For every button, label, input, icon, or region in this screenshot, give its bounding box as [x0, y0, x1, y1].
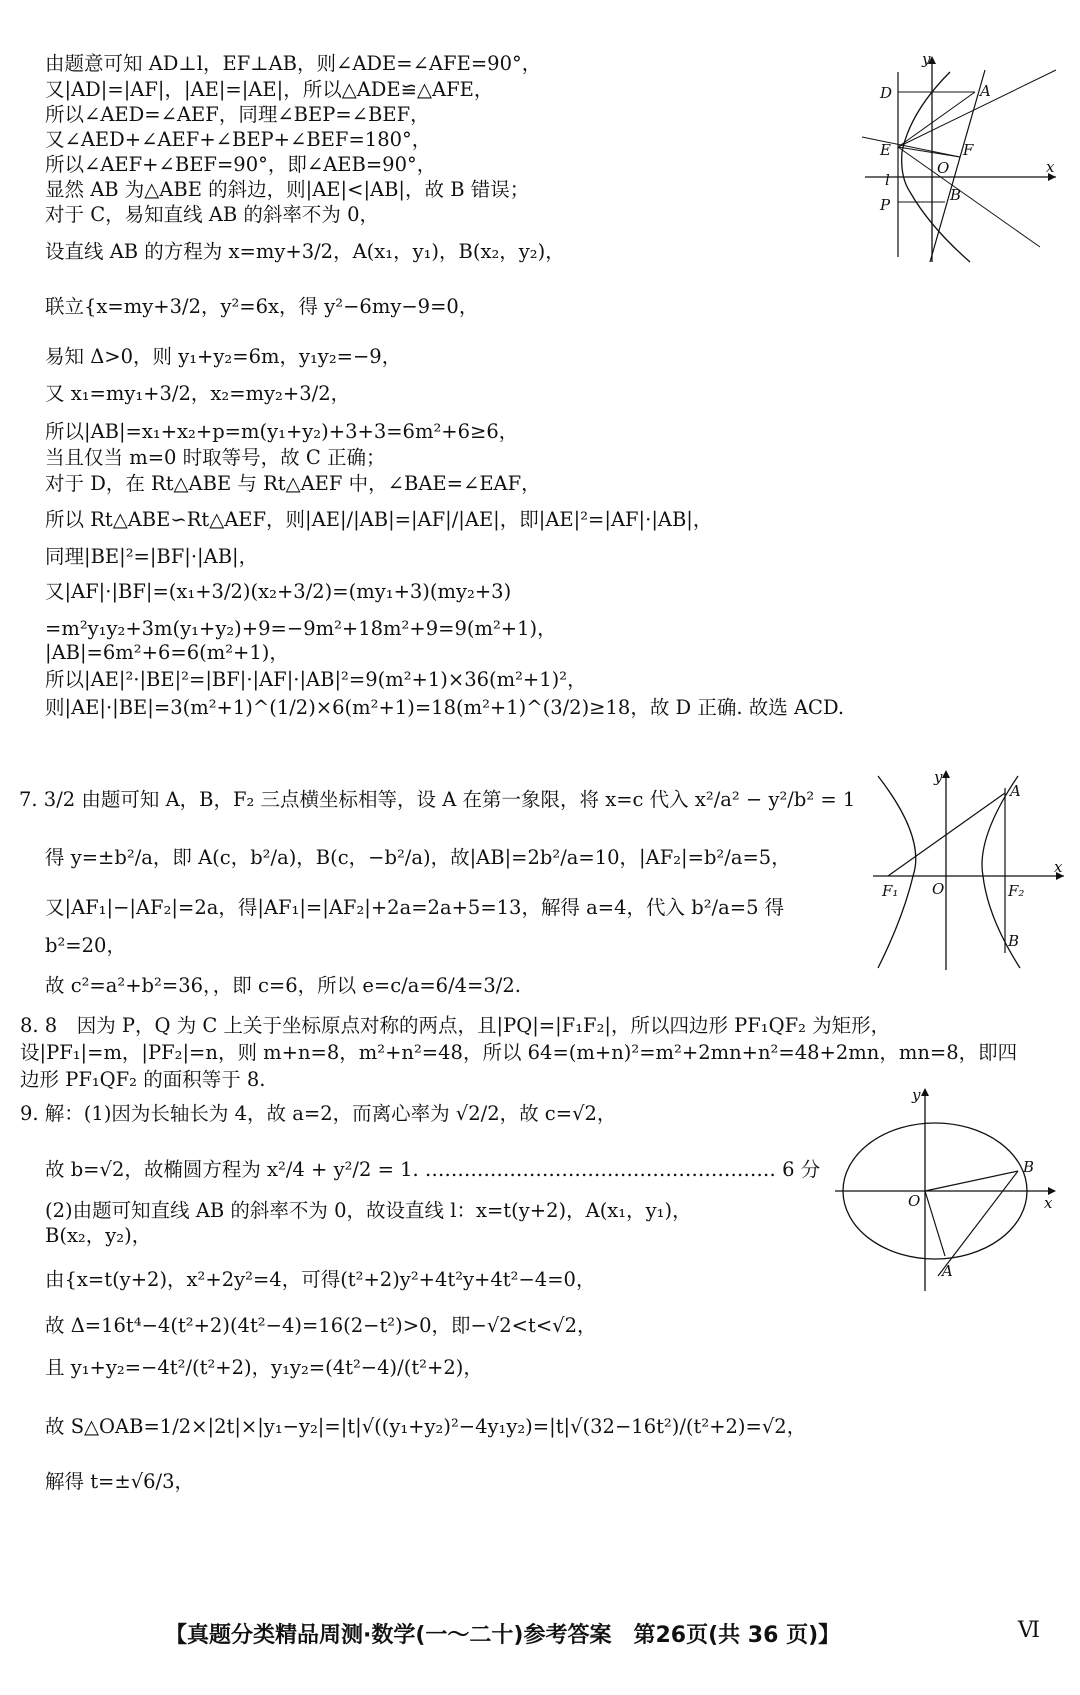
fig1-label-l: l	[885, 171, 890, 189]
solution-line: 又∠AED+∠AEF+∠BEP+∠BEF=180°，	[45, 128, 432, 151]
figure-hyperbola-svg	[868, 768, 1068, 973]
solution-line: 又 x₁=my₁+3/2，x₂=my₂+3/2，	[45, 382, 351, 405]
solution-line: 联立{x=my+3/2，y²=6x，得 y²−6my−9=0，	[45, 295, 479, 318]
solution-line: 对于 C，易知直线 AB 的斜率不为 0，	[45, 203, 380, 226]
q9-line-2: 故 b=√2，故椭圆方程为 x²/4 + y²/2 = 1. ……………………………………………… 6 分	[45, 1158, 821, 1181]
q9-line-1: 9. 解：(1)因为长轴长为 4，故 a=2，而离心率为 √2/2，故 c=√2，	[20, 1102, 617, 1125]
fig2-label-y: y	[934, 768, 943, 786]
fig3-label-x: x	[1044, 1194, 1053, 1212]
q9-line-3: (2)由题可知直线 AB 的斜率不为 0，故设直线 l：x=t(y+2)，A(x₁，y₁)，	[45, 1199, 692, 1222]
fig1-label-x: x	[1046, 158, 1055, 176]
q9-line-4: B(x₂，y₂)，	[45, 1224, 152, 1247]
q9-line-8: 故 S△OAB=1/2×|2t|×|y₁−y₂|=|t|√((y₁+y₂)²−4y₁y₂)=|t|√(32−16t²)/(t²+2)=√2，	[45, 1415, 807, 1438]
fig1-label-f: F	[963, 141, 974, 159]
solution-line: 所以|AB|=x₁+x₂+p=m(y₁+y₂)+3+3=6m²+6≥6，	[45, 420, 519, 443]
solution-line: 所以∠AED=∠AEF，同理∠BEP=∠BEF，	[45, 103, 430, 126]
footer-roman-numeral: Ⅵ	[1017, 1618, 1040, 1643]
q9-line-7: 且 y₁+y₂=−4t²/(t²+2)，y₁y₂=(4t²−4)/(t²+2)，	[45, 1356, 483, 1379]
solution-line: =m²y₁y₂+3m(y₁+y₂)+9=−9m²+18m²+9=9(m²+1)，	[45, 617, 557, 640]
fig2-label-a: A	[1010, 782, 1021, 800]
fig2-label-f2: F₂	[1008, 882, 1025, 900]
fig3-label-y: y	[912, 1086, 921, 1104]
figure-parabola-svg	[860, 52, 1060, 267]
fig1-label-a: A	[980, 82, 991, 100]
solution-line: 又|AF|·|BF|=(x₁+3/2)(x₂+3/2)=(my₁+3)(my₂+3)	[45, 580, 512, 603]
solution-line: 又|AD|=|AF|，|AE|=|AE|，所以△ADE≌△AFE，	[45, 78, 494, 101]
q7-line-1	[19, 788, 856, 812]
fig3-label-a: A	[942, 1262, 953, 1280]
figure-parabola	[860, 52, 1060, 271]
solution-line: 同理|BE|²=|BF|·|AB|，	[45, 545, 259, 568]
page-footer	[0, 1612, 1080, 1652]
solution-line: 所以|AE|²·|BE|²=|BF|·|AF|·|AB|²=9(m²+1)×36(m²+1)²，	[45, 668, 587, 691]
fig1-label-y: y	[922, 52, 931, 68]
solution-line: 易知 Δ>0，则 y₁+y₂=6m，y₁y₂=−9，	[45, 345, 402, 368]
solution-line: 则|AE|·|BE|=3(m²+1)^(1/2)×6(m²+1)=18(m²+1)^(3/2)≥18，故 D 正确. 故选 ACD.	[45, 696, 845, 719]
q9-line-6: 故 Δ=16t⁴−4(t²+2)(4t²−4)=16(2−t²)>0，即−√2<t<√2，	[45, 1314, 597, 1337]
q8-paragraph: 8. 8 因为 P，Q 为 C 上关于坐标原点对称的两点，且|PQ|=|F₁F₂|，所以四边形 PF₁QF₂ 为矩形，设|PF₁|=m，|PF₂|=n，则 m+n=8，m²+n²=48，所以 64=(m+n)²=m²+2mn+n²=48+2mn，mn=8，即四边形 PF₁QF₂ 的面积等于 8.	[20, 1014, 1018, 1091]
solution-line: 所以∠AEF+∠BEF=90°，即∠AEB=90°，	[45, 153, 437, 176]
q7-line-4: b²=20，	[45, 934, 126, 957]
solution-line: 显然 AB 为△ABE 的斜边，则|AE|<|AB|，故 B 错误；	[45, 178, 530, 201]
q7-line-3: 又|AF₁|−|AF₂|=2a，得|AF₁|=|AF₂|+2a=2a+5=13，解得 a=4，代入 b²/a=5 得	[45, 896, 785, 919]
footer-title: 【真题分类精品周测·数学(一～二十)参考答案 第26页(共 36 页)】	[165, 1623, 841, 1648]
fig3-label-b: B	[1023, 1158, 1035, 1176]
fig1-label-b: B	[950, 186, 962, 204]
solution-line: 由题意可知 AD⊥l，EF⊥AB，则∠ADE=∠AFE=90°，	[45, 52, 542, 75]
q9-line-9: 解得 t=±√6/3，	[45, 1470, 195, 1493]
solution-line: 所以 Rt△ABE∽Rt△AEF，则|AE|/|AB|=|AF|/|AE|，即|AE|²=|AF|·|AB|，	[45, 508, 713, 531]
figure-ellipse-svg	[830, 1086, 1060, 1296]
q7-line-5: 故 c²=a²+b²=36，，即 c=6，所以 e=c/a=6/4=3/2.	[45, 974, 521, 997]
q9-line-5: 由{x=t(y+2)，x²+2y²=4，可得(t²+2)y²+4t²y+4t²−4=0，	[45, 1268, 596, 1291]
q7-text-1: 由题可知 A，B，F₂ 三点横坐标相等，设 A 在第一象限，将 x=c 代入 x²/a² − y²/b² = 1	[81, 788, 856, 811]
fig1-label-d: D	[880, 84, 893, 102]
fig2-label-x: x	[1054, 858, 1063, 876]
fig2-label-f1: F₁	[882, 882, 899, 900]
fig2-label-b: B	[1008, 932, 1020, 950]
figure-ellipse	[830, 1086, 1060, 1300]
figure-hyperbola	[868, 768, 1068, 977]
fig3-label-o: O	[908, 1192, 921, 1210]
solution-line: 当且仅当 m=0 时取等号，故 C 正确；	[45, 446, 386, 469]
solution-line: 设直线 AB 的方程为 x=my+3/2，A(x₁，y₁)，B(x₂，y₂)，	[45, 240, 565, 263]
solution-line: 对于 D，在 Rt△ABE 与 Rt△AEF 中，∠BAE=∠EAF，	[45, 472, 541, 495]
fig1-label-o: O	[937, 159, 950, 177]
fig1-label-e: E	[880, 141, 891, 159]
q7-answer: 7. 3/2	[19, 788, 76, 811]
solution-line: |AB|=6m²+6=6(m²+1)，	[45, 641, 289, 664]
fig2-label-o: O	[932, 880, 945, 898]
fig1-label-p: P	[880, 196, 891, 214]
q7-line-2: 得 y=±b²/a，即 A(c，b²/a)，B(c，−b²/a)，故|AB|=2b²/a=10，|AF₂|=b²/a=5，	[45, 846, 791, 869]
